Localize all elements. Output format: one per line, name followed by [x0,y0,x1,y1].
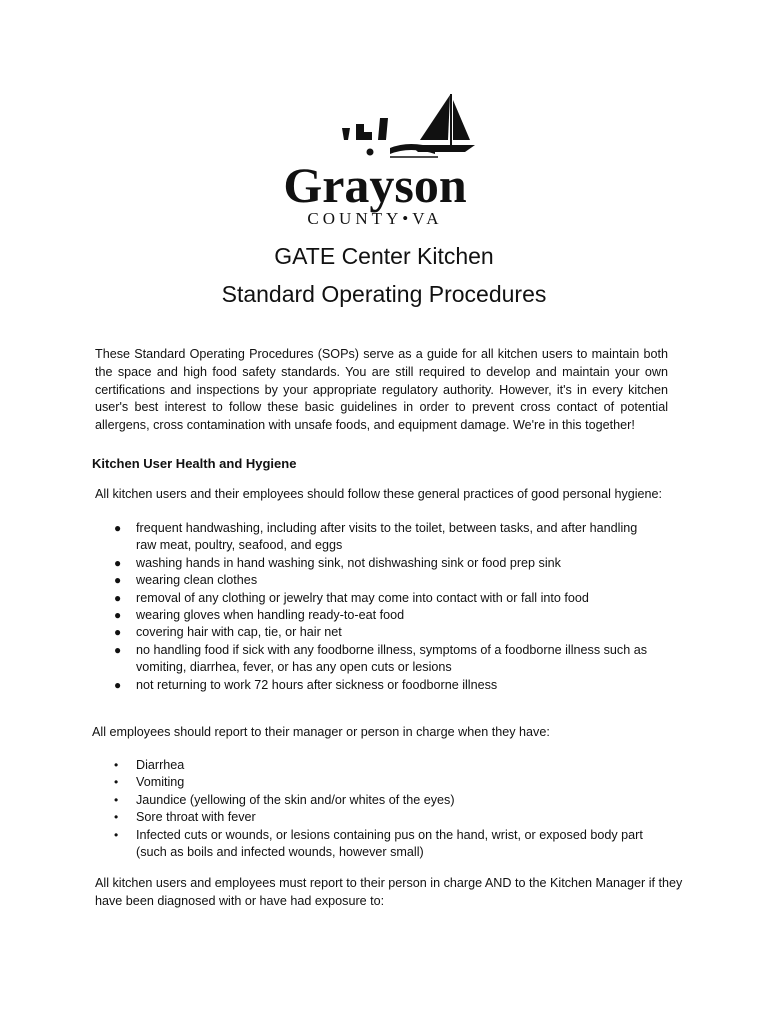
bullet-icon: ● [114,555,122,570]
bullet-icon: ● [114,573,122,588]
list-item: • Infected cuts or wounds, or lesions containing pus on the hand, wrist, or exposed body part (such as boils and infected wounds, however small) [114,827,643,860]
report-intro: All employees should report to their manager or person in charge when they have: [92,725,550,739]
bullet-icon: • [114,827,119,842]
logo-name: Grayson [283,157,467,213]
bullet-icon: ● [114,590,122,605]
list-item: ● covering hair with cap, tie, or hair net [114,624,659,641]
list-item: ● no handling food if sick with any foodborne illness, symptoms of a foodborne illness such as vomiting, diarrhea, fever, or has any open cuts or lesions [114,642,648,675]
bullet-icon: ● [114,608,122,623]
list-item: ● wearing clean clothes [114,572,659,589]
title-line-2: Standard Operating Procedures [221,281,547,307]
logo-subtitle: COUNTY•VA [307,209,443,228]
title-line-1: GATE Center Kitchen [274,243,494,269]
hygiene-intro: All kitchen users and their employees should follow these general practices of good personal hygiene: [95,487,663,501]
bullet-icon: • [114,792,119,807]
report-list [114,757,674,861]
list-item: • Sore throat with fever [114,809,674,826]
list-item: ● not returning to work 72 hours after sickness or foodborne illness [114,677,659,694]
list-item: • Jaundice (yellowing of the skin and/or whites of the eyes) [114,792,674,809]
bullet-icon: ● [114,625,122,640]
bullet-icon: ● [114,677,122,692]
diagnosis-intro: All kitchen users and employees must report to their person in charge AND to the Kitchen Manager if they have been diagnosed with or have had exposure to: [95,876,683,908]
hygiene-list [114,520,659,694]
list-item: • Diarrhea [114,757,674,774]
intro-paragraph: These Standard Operating Procedures (SOPs) serve as a guide for all kitchen users to maintain both the space and high food safety standards. You are still required to develop and maintain your own certifications and inspections by your appropriate regulatory authority. However, it's in every kitchen user's best interest to follow these basic guidelines in order to prevent cross contact of potential allergens, cross contamination with unsafe foods, and equipment damage. We're in this together! [95,347,668,433]
grayson-county-logo [260,90,490,230]
bullet-icon: • [114,810,119,825]
list-item: ● washing hands in hand washing sink, not dishwashing sink or food prep sink [114,555,659,572]
section-heading: Kitchen User Health and Hygiene [92,456,297,471]
bullet-icon: • [114,758,119,772]
list-item: ● frequent handwashing, including after visits to the toilet, between tasks, and after handling raw meat, poultry, seafood, and eggs [114,521,638,553]
list-item: ● wearing gloves when handling ready-to-eat food [114,607,659,624]
bullet-icon: ● [114,642,122,657]
list-item: • Vomiting [114,774,674,791]
list-item: ● removal of any clothing or jewelry that may come into contact with or fall into food [114,590,659,607]
bullet-icon: ● [114,521,122,535]
bullet-icon: • [114,775,119,790]
logo-graphic [260,90,490,230]
